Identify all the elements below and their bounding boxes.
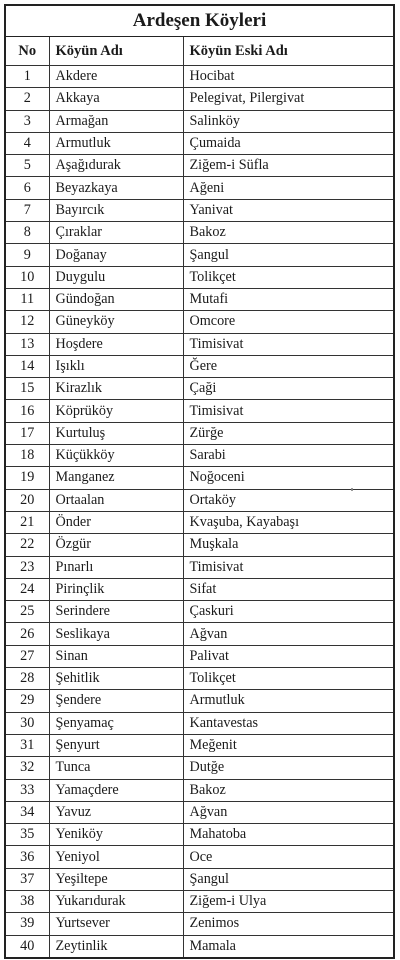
row-number: 7: [6, 199, 49, 221]
village-old-name: Kantavestas: [183, 712, 393, 734]
table-row: [6, 110, 393, 132]
village-old-name: Ağvan: [183, 801, 393, 823]
table-row: [6, 511, 393, 533]
village-old-name: Hocibat: [183, 66, 393, 88]
village-name: Yeniyol: [49, 846, 183, 868]
row-number: 3: [6, 110, 49, 132]
village-old-name: Oce: [183, 846, 393, 868]
village-old-name: Noğoceni: [183, 467, 393, 489]
village-old-name: Ortaköy: [183, 489, 393, 511]
village-old-name: Yanivat: [183, 199, 393, 221]
table-row: [6, 489, 393, 511]
table-row: [6, 690, 393, 712]
table-row: [6, 222, 393, 244]
village-name: Güneyköy: [49, 311, 183, 333]
table-row: [6, 846, 393, 868]
row-number: 35: [6, 824, 49, 846]
row-number: 6: [6, 177, 49, 199]
row-number: 19: [6, 467, 49, 489]
table-row: [6, 445, 393, 467]
village-old-name: Zenimos: [183, 913, 393, 935]
village-old-name: Timisivat: [183, 333, 393, 355]
village-name: Yukarıdurak: [49, 890, 183, 912]
row-number: 24: [6, 578, 49, 600]
village-old-name: Çumaida: [183, 132, 393, 154]
village-old-name: Pelegivat, Pilergivat: [183, 88, 393, 110]
village-old-name: Palivat: [183, 645, 393, 667]
row-number: 16: [6, 400, 49, 422]
row-number: 28: [6, 668, 49, 690]
document-title: Ardeşen Köyleri: [6, 6, 393, 37]
village-name: Zeytinlik: [49, 935, 183, 957]
row-number: 30: [6, 712, 49, 734]
row-number: 29: [6, 690, 49, 712]
row-number: 34: [6, 801, 49, 823]
table-row: [6, 578, 393, 600]
row-number: 21: [6, 511, 49, 533]
village-name: Manganez: [49, 467, 183, 489]
village-name: Kurtuluş: [49, 422, 183, 444]
row-number: 38: [6, 890, 49, 912]
row-number: 20: [6, 489, 49, 511]
table-row: [6, 177, 393, 199]
village-name: Ortaalan: [49, 489, 183, 511]
row-number: 23: [6, 556, 49, 578]
village-name: Akkaya: [49, 88, 183, 110]
village-name: Beyazkaya: [49, 177, 183, 199]
table-row: [6, 266, 393, 288]
village-old-name: Mutafi: [183, 288, 393, 310]
table-row: [6, 645, 393, 667]
village-name: Yeniköy: [49, 824, 183, 846]
scan-speck: [351, 488, 353, 491]
row-number: 4: [6, 132, 49, 154]
table-row: [6, 623, 393, 645]
table-row: [6, 534, 393, 556]
village-name: Yurtsever: [49, 913, 183, 935]
village-name: Çıraklar: [49, 222, 183, 244]
table-row: [6, 288, 393, 310]
village-name: Sinan: [49, 645, 183, 667]
village-name: Doğanay: [49, 244, 183, 266]
table-row: [6, 734, 393, 756]
village-old-name: Muşkala: [183, 534, 393, 556]
table-row: [6, 311, 393, 333]
village-name: Aşağıdurak: [49, 155, 183, 177]
village-name: Şenyamaç: [49, 712, 183, 734]
village-name: Seslikaya: [49, 623, 183, 645]
village-old-name: Meğenit: [183, 734, 393, 756]
village-name: Şendere: [49, 690, 183, 712]
table-row: [6, 757, 393, 779]
row-number: 1: [6, 66, 49, 88]
table-row: [6, 467, 393, 489]
table-row: [6, 155, 393, 177]
table-row: [6, 199, 393, 221]
village-name: Armağan: [49, 110, 183, 132]
table-row: [6, 132, 393, 154]
village-name: Duygulu: [49, 266, 183, 288]
village-table-document: [4, 4, 395, 959]
row-number: 17: [6, 422, 49, 444]
village-old-name: Ziğem-i Ulya: [183, 890, 393, 912]
row-number: 18: [6, 445, 49, 467]
village-old-name: Bakoz: [183, 779, 393, 801]
table-row: [6, 422, 393, 444]
row-number: 22: [6, 534, 49, 556]
row-number: 33: [6, 779, 49, 801]
village-name: Armutluk: [49, 132, 183, 154]
table-body: [6, 66, 393, 957]
column-header-no: No: [6, 37, 49, 66]
table-row: [6, 779, 393, 801]
village-old-name: Tolikçet: [183, 668, 393, 690]
table-row: [6, 801, 393, 823]
village-old-name: Ğere: [183, 355, 393, 377]
row-number: 9: [6, 244, 49, 266]
village-name: Akdere: [49, 66, 183, 88]
row-number: 37: [6, 868, 49, 890]
village-old-name: Mahatoba: [183, 824, 393, 846]
village-old-name: Sarabi: [183, 445, 393, 467]
row-number: 26: [6, 623, 49, 645]
row-number: 39: [6, 913, 49, 935]
village-name: Şenyurt: [49, 734, 183, 756]
row-number: 25: [6, 601, 49, 623]
village-name: Önder: [49, 511, 183, 533]
village-name: Pirinçlik: [49, 578, 183, 600]
table-row: [6, 935, 393, 957]
village-name: Yamaçdere: [49, 779, 183, 801]
row-number: 32: [6, 757, 49, 779]
table-row: [6, 868, 393, 890]
village-old-name: Ağvan: [183, 623, 393, 645]
column-header-old-name: Köyün Eski Adı: [183, 37, 393, 66]
village-old-name: Şangul: [183, 244, 393, 266]
row-number: 2: [6, 88, 49, 110]
village-name: Gündoğan: [49, 288, 183, 310]
row-number: 36: [6, 846, 49, 868]
table-row: [6, 890, 393, 912]
table-row: [6, 355, 393, 377]
table-row: [6, 333, 393, 355]
village-old-name: Şangul: [183, 868, 393, 890]
row-number: 10: [6, 266, 49, 288]
village-old-name: Zürğe: [183, 422, 393, 444]
row-number: 31: [6, 734, 49, 756]
table-row: [6, 824, 393, 846]
village-name: Küçükköy: [49, 445, 183, 467]
village-name: Yeşiltepe: [49, 868, 183, 890]
village-old-name: Armutluk: [183, 690, 393, 712]
village-old-name: Ağeni: [183, 177, 393, 199]
table-row: [6, 66, 393, 88]
row-number: 13: [6, 333, 49, 355]
row-number: 14: [6, 355, 49, 377]
village-name: Tunca: [49, 757, 183, 779]
village-name: Serindere: [49, 601, 183, 623]
village-old-name: Omcore: [183, 311, 393, 333]
village-old-name: Salinköy: [183, 110, 393, 132]
village-old-name: Timisivat: [183, 400, 393, 422]
table-row: [6, 601, 393, 623]
table-row: [6, 244, 393, 266]
villages-table: [6, 37, 393, 957]
table-row: [6, 712, 393, 734]
table-row: [6, 378, 393, 400]
column-header-village-name: Köyün Adı: [49, 37, 183, 66]
row-number: 40: [6, 935, 49, 957]
row-number: 5: [6, 155, 49, 177]
village-old-name: Tolikçet: [183, 266, 393, 288]
village-name: Işıklı: [49, 355, 183, 377]
table-row: [6, 556, 393, 578]
village-old-name: Timisivat: [183, 556, 393, 578]
village-old-name: Bakoz: [183, 222, 393, 244]
village-old-name: Dutğe: [183, 757, 393, 779]
village-name: Bayırcık: [49, 199, 183, 221]
village-name: Özgür: [49, 534, 183, 556]
village-name: Kirazlık: [49, 378, 183, 400]
village-old-name: Ziğem-i Süfla: [183, 155, 393, 177]
table-row: [6, 913, 393, 935]
village-name: Köprüköy: [49, 400, 183, 422]
village-name: Şehitlik: [49, 668, 183, 690]
row-number: 8: [6, 222, 49, 244]
village-name: Pınarlı: [49, 556, 183, 578]
village-name: Yavuz: [49, 801, 183, 823]
village-old-name: Mamala: [183, 935, 393, 957]
row-number: 15: [6, 378, 49, 400]
row-number: 11: [6, 288, 49, 310]
row-number: 12: [6, 311, 49, 333]
table-row: [6, 400, 393, 422]
table-row: [6, 668, 393, 690]
row-number: 27: [6, 645, 49, 667]
village-name: Hoşdere: [49, 333, 183, 355]
village-old-name: Sifat: [183, 578, 393, 600]
table-row: [6, 88, 393, 110]
village-old-name: Çaskuri: [183, 601, 393, 623]
village-old-name: Çaği: [183, 378, 393, 400]
table-header-row: [6, 37, 393, 66]
village-old-name: Kvaşuba, Kayabaşı: [183, 511, 393, 533]
